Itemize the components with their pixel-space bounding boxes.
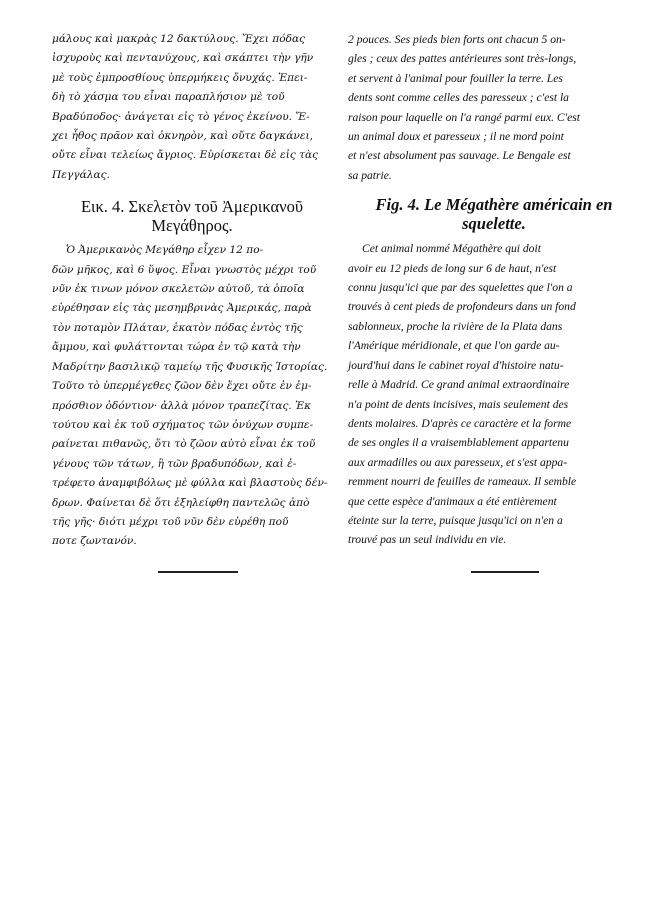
greek-body-paragraph: Ὁ Ἀμερικανὸς Μεγάθηρ εἶχεν 12 πο- δῶν μῆκος, καὶ 6 ὕψος. Εἶναι γνωστὸς μέχρι τοῦ νῦν ἐκ τινων μόνον σκελετῶν αὐτοῦ, τὰ ὁποῖα εὑρέθησαν εἰς τὰς μεσημβρινὰς Ἀμερικάς, παρὰ τὸν ποταμὸν Πλάταν, ἑκατὸν πόδας ἐντὸς τῆς ἄμμου, καὶ φυλάττονται τώρα ἐν τῷ κατὰ τὴν Μαδρίτην βασιλικῷ ταμείῳ τῆς Φυσικῆς Ἱστορίας. Τοῦτο τὸ ὑπερμέγεθες ζῶον δὲν ἔχει οὔτε ἐν ἐμ- πρόσθιον ὀδόντιον· ἀλλὰ μόνον τραπεζίτας. Ἐκ τούτου καὶ ἐκ τοῦ σχήματος τῶν ὀνύχων συμπε- ραίνεται πιθανῶς, ὅτι τὸ ζῶον αὐτὸ εἶναι ἐκ τοῦ γένους τῶν τάτων, ἢ τῶν βραδυπόδων, καὶ ἐ- τρέφετο ἀναμφιβόλως μὲ φύλλα καὶ βλαστοὺς δέν- δρων. Φαίνεται δὲ ὅτι ἐξηλείφθη παντελῶς ἀπὸ τῆς γῆς· διότι μέχρι τοῦ νῦν δὲν εὑρέθη ποῦ ποτε ζωντανόν.	[52, 244, 328, 548]
french-column	[348, 30, 640, 550]
left-section-rule	[158, 571, 238, 573]
french-body-paragraph: Cet animal nommé Mégathère qui doit avoir eu 12 pieds de long sur 6 de haut, n'est connu jusqu'ici que par des squelettes que l'on a trouvés à cent pieds de profondeurs dans un fond sablonneux, proche la rivière de la Plata dans l'Amérique méridionale, et que l'on garde au- jourd'hui dans le cabinet royal d'histoire natu- relle à Madrid. Ce grand animal extraordinaire n'a point de dents incisives, mais seulement des dents molaires. D'après ce caractère et la forme de ses ongles il a vraisemblablement appartenu aux armadilles ou aux paresseux, et s'est appa- remment nourri de feuilles de rameaux. Il semble que cette espèce d'animaux a été entièrement éteinte sur la terre, puisque jusqu'ici on n'en a trouvé pas un seul individu en vie.	[348, 242, 577, 547]
french-figure-heading: Fig. 4. Le Mégathère américain en squelette.	[375, 195, 613, 234]
french-intro-paragraph: 2 pouces. Ses pieds bien forts ont chacun 5 on- gles ; ceux des pattes antérieures sont très-longs, et servent à l'animal pour fouiller la terre. Les dents sont comme celles des paresseux ; c'est la raison pour laquelle on l'a rangé parmi eux. C'est un animal doux et paresseux ; il ne mord point et n'est absolument pas sauvage. Le Bengale est sa patrie.	[348, 33, 580, 182]
greek-intro-paragraph: μάλους καὶ μακρὰς 12 δακτύλους. Ἔχει πόδας ἰσχυροὺς καὶ πεντανύχους, καὶ σκάπτει τὴν γῆν μὲ τοὺς ἐμπροσθίους ὑπερμήκεις ὄνυχάς. Ἐπει- δὴ τὸ χάσμα του εἶναι παραπλήσιον μὲ τοῦ Βραδύποδος· ἀνάγεται εἰς τὸ γένος ἐκείνου. Ἔ- χει ἦθος πρᾶον καὶ ὀκνηρὸν, καὶ οὔτε δαγκάνει, οὔτε εἶναι τελείως ἄγριος. Εὑρίσκεται δὲ εἰς τὰς Πεγγάλας.	[52, 33, 319, 181]
greek-column	[52, 30, 332, 552]
right-section-rule	[471, 571, 539, 573]
greek-figure-heading: Εικ. 4. Σκελετὸν τοῦ Ἀμερικανοῦ Μεγάθηρος.	[80, 197, 304, 236]
